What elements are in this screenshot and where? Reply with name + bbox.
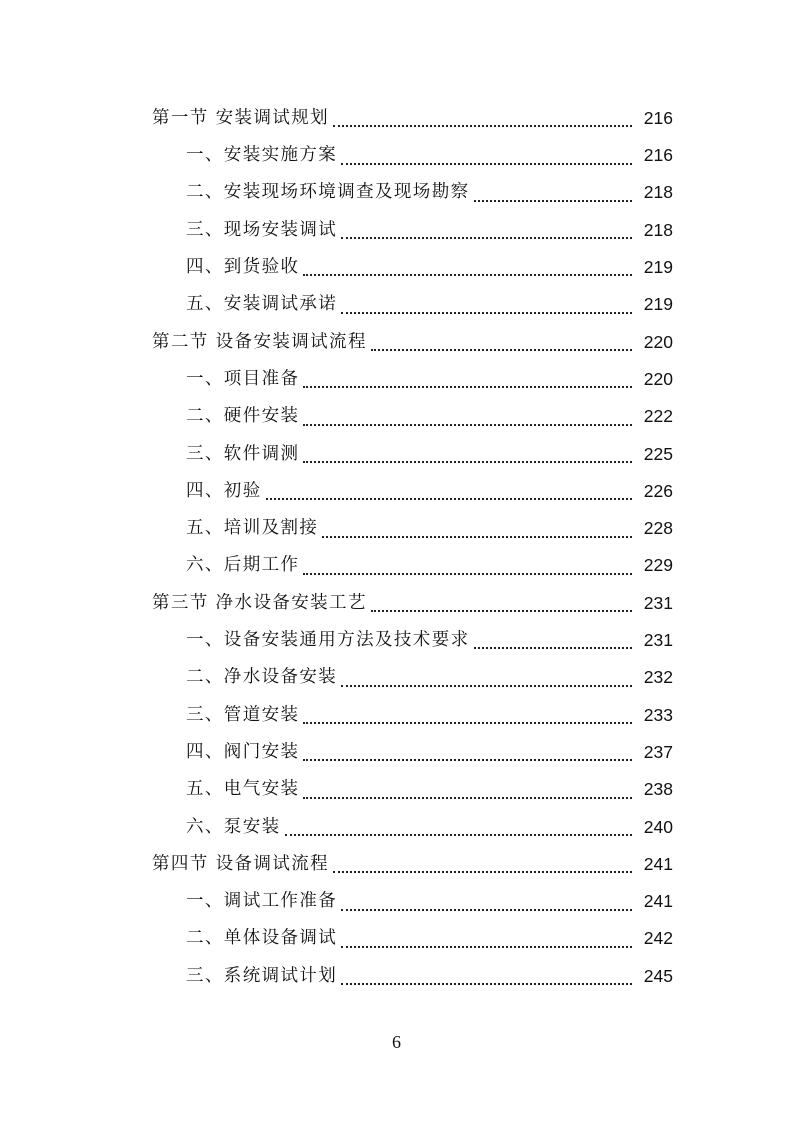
toc-entry-title: 五、电气安装	[186, 779, 300, 800]
toc-dot-leader	[371, 609, 632, 612]
toc-page-number: 233	[643, 704, 673, 725]
toc-subsection-row[interactable]	[0, 921, 793, 958]
toc-dot-leader	[341, 236, 632, 239]
toc-dot-leader	[341, 311, 632, 314]
table-of-contents	[0, 100, 793, 995]
toc-subsection-row[interactable]	[0, 361, 793, 398]
toc-page-number: 229	[643, 555, 673, 576]
toc-entry-title: 一、调试工作准备	[186, 891, 338, 912]
toc-page-number: 228	[643, 518, 673, 539]
toc-subsection-row[interactable]	[0, 249, 793, 286]
toc-subsection-row[interactable]	[0, 398, 793, 435]
toc-dot-leader	[303, 721, 632, 724]
toc-subsection-row[interactable]	[0, 137, 793, 174]
toc-dot-leader	[371, 348, 632, 351]
toc-entry-title: 四、阀门安装	[186, 741, 300, 762]
toc-page-number: 218	[643, 219, 673, 240]
toc-entry-title: 三、系统调试计划	[186, 965, 338, 986]
toc-entry-title: 六、后期工作	[186, 555, 300, 576]
toc-section-row[interactable]	[0, 324, 793, 361]
toc-subsection-row[interactable]	[0, 473, 793, 510]
toc-entry-title: 二、安装现场环境调查及现场勘察	[186, 182, 470, 203]
toc-entry-title: 五、培训及割接	[186, 518, 319, 539]
toc-dot-leader	[333, 870, 632, 873]
toc-entry-title: 三、软件调测	[186, 443, 300, 464]
toc-dot-leader	[341, 908, 632, 911]
toc-subsection-row[interactable]	[0, 771, 793, 808]
toc-subsection-row[interactable]	[0, 286, 793, 323]
toc-subsection-row[interactable]	[0, 659, 793, 696]
toc-page-number: 218	[643, 182, 673, 203]
toc-dot-leader	[341, 982, 632, 985]
toc-page-number: 219	[643, 257, 673, 278]
toc-page-number: 220	[643, 368, 673, 389]
toc-section-row[interactable]	[0, 100, 793, 137]
page-number: 6	[392, 1032, 401, 1052]
toc-dot-leader	[474, 199, 633, 202]
toc-page-number: 238	[643, 779, 673, 800]
toc-dot-leader	[474, 646, 633, 649]
toc-dot-leader	[333, 124, 632, 127]
toc-page-number: 237	[643, 741, 673, 762]
toc-dot-leader	[303, 460, 632, 463]
toc-entry-title: 五、安装调试承诺	[186, 294, 338, 315]
toc-entry-title: 四、到货验收	[186, 257, 300, 278]
toc-entry-title: 第三节 净水设备安装工艺	[152, 592, 367, 613]
toc-page-number: 231	[643, 592, 673, 613]
toc-page-number: 240	[643, 816, 673, 837]
toc-section-row[interactable]	[0, 846, 793, 883]
toc-page-number: 241	[643, 891, 673, 912]
toc-entry-title: 第二节 设备安装调试流程	[152, 331, 367, 352]
toc-page-number: 219	[643, 294, 673, 315]
toc-dot-leader	[303, 572, 632, 575]
toc-subsection-row[interactable]	[0, 697, 793, 734]
toc-entry-title: 六、泵安装	[186, 816, 281, 837]
toc-entry-title: 四、初验	[186, 480, 262, 501]
toc-dot-leader	[266, 497, 632, 500]
toc-entry-title: 二、单体设备调试	[186, 928, 338, 949]
toc-page-number: 225	[643, 443, 673, 464]
toc-dot-leader	[322, 535, 632, 538]
toc-page-number: 242	[643, 928, 673, 949]
toc-entry-title: 一、项目准备	[186, 368, 300, 389]
toc-subsection-row[interactable]	[0, 622, 793, 659]
toc-subsection-row[interactable]	[0, 809, 793, 846]
toc-entry-title: 一、安装实施方案	[186, 145, 338, 166]
toc-subsection-row[interactable]	[0, 548, 793, 585]
toc-dot-leader	[285, 833, 633, 836]
toc-entry-title: 第四节 设备调试流程	[152, 853, 330, 874]
toc-subsection-row[interactable]	[0, 734, 793, 771]
toc-page-number: 232	[643, 667, 673, 688]
toc-subsection-row[interactable]	[0, 510, 793, 547]
toc-subsection-row[interactable]	[0, 175, 793, 212]
toc-entry-title: 二、硬件安装	[186, 406, 300, 427]
toc-page-number: 220	[643, 331, 673, 352]
toc-section-row[interactable]	[0, 585, 793, 622]
toc-dot-leader	[341, 684, 632, 687]
toc-dot-leader	[303, 758, 632, 761]
toc-entry-title: 三、管道安装	[186, 704, 300, 725]
toc-subsection-row[interactable]	[0, 212, 793, 249]
toc-entry-title: 二、净水设备安装	[186, 667, 338, 688]
toc-dot-leader	[341, 945, 632, 948]
toc-entry-title: 三、现场安装调试	[186, 219, 338, 240]
toc-page-number: 241	[643, 853, 673, 874]
toc-dot-leader	[303, 796, 632, 799]
toc-page-number: 216	[643, 107, 673, 128]
toc-subsection-row[interactable]	[0, 958, 793, 995]
toc-page-number: 222	[643, 406, 673, 427]
toc-entry-title: 一、设备安装通用方法及技术要求	[186, 630, 470, 651]
toc-entry-title: 第一节 安装调试规划	[152, 107, 330, 128]
toc-dot-leader	[303, 273, 632, 276]
toc-dot-leader	[303, 423, 632, 426]
toc-page-number: 231	[643, 630, 673, 651]
toc-subsection-row[interactable]	[0, 436, 793, 473]
toc-subsection-row[interactable]	[0, 883, 793, 920]
toc-dot-leader	[303, 385, 632, 388]
toc-page-number: 245	[643, 965, 673, 986]
toc-dot-leader	[341, 162, 632, 165]
toc-page-number: 226	[643, 480, 673, 501]
toc-page-number: 216	[643, 145, 673, 166]
